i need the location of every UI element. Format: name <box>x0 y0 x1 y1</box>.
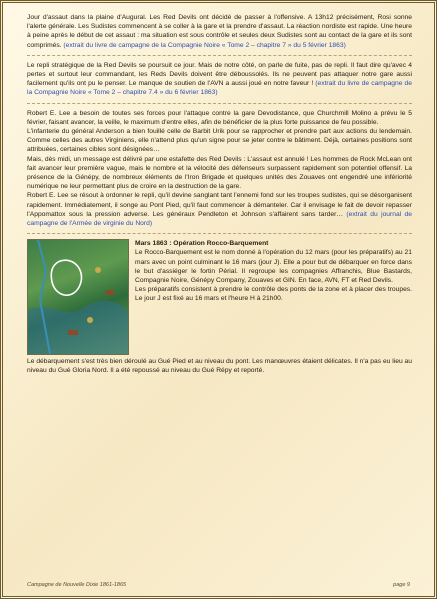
closing-paragraph: Le débarquement s'est très bien déroulé au Gué Pied et au niveau du pont. Les manœuvres étaient délicates. Il n'a pas eu lieu au niveau du Gué Gloria Nord. Il a été repoussé au niveau du Gué Répy et reporté. <box>27 358 412 375</box>
section-map <box>27 239 412 375</box>
section-2 <box>27 61 412 98</box>
separator <box>27 103 412 104</box>
page-number: page 9 <box>393 582 410 588</box>
paragraph <box>27 191 412 228</box>
paragraph <box>27 13 412 50</box>
paragraph-text: Jour d'assaut dans la plaine d'Augural. Les Red Devils ont décidé de passer à l'offensive. A 13h12 précisément, Rosi sonne l'alerte générale. Les Sudistes commencent à se coller à la gare et la prendre d'assaut. La réaction nordiste est rapide. Une heure à peine après le début de cet assaut : ma situation est sous contrôle et seules deux Sudistes sont au contact de la gare et ils sont comprimés. <box>27 14 412 49</box>
map-caption <box>135 239 412 355</box>
paragraph <box>27 61 412 98</box>
page-footer <box>27 582 410 588</box>
paragraph-text: Robert E. Lee se résout à ordonner le repli, qu'il devine sanglant tant l'ennemi fond sur les troupes sudistes, qui se désorganisent rapidement. Immédiatement, il songe au Pont Pied, qu'il faut commencer à démanteler. Car il envisage le fait de devoir repasser l'Appomattox sous la pression adverse. Les généraux Pendleton et Johnson s'affairent sans tarder… <box>27 192 412 218</box>
paragraph: L'infanterie du général Anderson a bien fouillé celle de Barbit Urik pour se rapprocher et prendre part aux actions du lendemain. Comme celles des autres Virginiens, elle n'attend plus qu'un signe pour se jeter contre le bâtiment. Déjà, certaines positions sont attribuées, certaines cibles sont désignées… <box>27 128 412 154</box>
source-link[interactable]: (extrait du livre de campagne de la Compagnie Noire « Tome 2 – chapitre 7.4 » du 6 février 1863) <box>27 80 412 97</box>
paragraph-text: Le repli stratégique de la Red Devils se poursuit ce jour. Mais de notre côté, on parle de fuite, pas de repli. Il faut dire qu'avec 4 pertes et surtout leur commandant, les Reds Devils doivent être déboussolés. Ils ne peuvent pas attaquer notre gare aussi facilement qu'ils ont pu le penser. Le manque de soutien de l'AVN a aussi joué en notre faveur ! <box>27 61 412 88</box>
separator <box>27 55 412 56</box>
section-3 <box>27 109 412 229</box>
map-title: Mars 1863 : Opération Rocco-Barquement <box>135 240 269 248</box>
page-content <box>27 13 412 570</box>
campaign-map-image <box>27 239 129 355</box>
section-1 <box>27 13 412 50</box>
source-link[interactable]: (extrait du journal de campagne de l'Armée de virginie du Nord) <box>27 210 412 228</box>
map-block <box>27 239 412 355</box>
paragraph: Robert E. Lee a besoin de toutes ses forces pour l'attaque contre la gare Devodistance, que Churchmill Molino a prévu le 5 février, faisant avancer, la veille, le maximum d'entre elles, afin de bénéficier de la plus forte puissance de feu possible. <box>27 109 412 126</box>
source-link[interactable]: (extrait du livre de campagne de la Compagnie Noire « Tome 2 – chapitre 7 » du 5 février 1863) <box>63 41 346 49</box>
paragraph: Mais, dès midi, un message est délivré par une estafette des Red Devils : L'assaut est annulé ! Les hommes de Rock McLean ont fait avancer leur première vague, mais le nombre et la vélocité des défenseurs surpassent rapidement son potentiel offensif. La présence de la Génépy, de nombreux éléments de l'Iron Brigade et quelques unités des Zouaves ont engendré une infériorité numérique ne leur permettant plus de croire en la destruction de la gare. <box>27 155 412 191</box>
paragraph: Le Rocco-Barquement est le nom donné à l'opération du 12 mars (pour les préparatifs) au 21 mars avec un point culminant le 16 mars (jour J). Elle a pour but de débarquer en force dans le but d'assiéger le fortin Périal. Il regroupe les compagnies Affranchis, Blue Bastards, Compagnie Noire, Génépy Company, Zouaves et GIN. En face, AVN, FT et Red Devils. <box>135 249 412 285</box>
footer-title: Campagne de Nouvelle Dixie 1861-1865 <box>27 582 127 588</box>
separator <box>27 233 412 234</box>
map-illustration <box>28 240 128 354</box>
paragraph: Les préparatifs consistent à prendre le contrôle des ponts de la zone et à placer des troupes. Le jour J est fixé au 16 mars et l'heure H à 21h00. <box>135 286 412 303</box>
